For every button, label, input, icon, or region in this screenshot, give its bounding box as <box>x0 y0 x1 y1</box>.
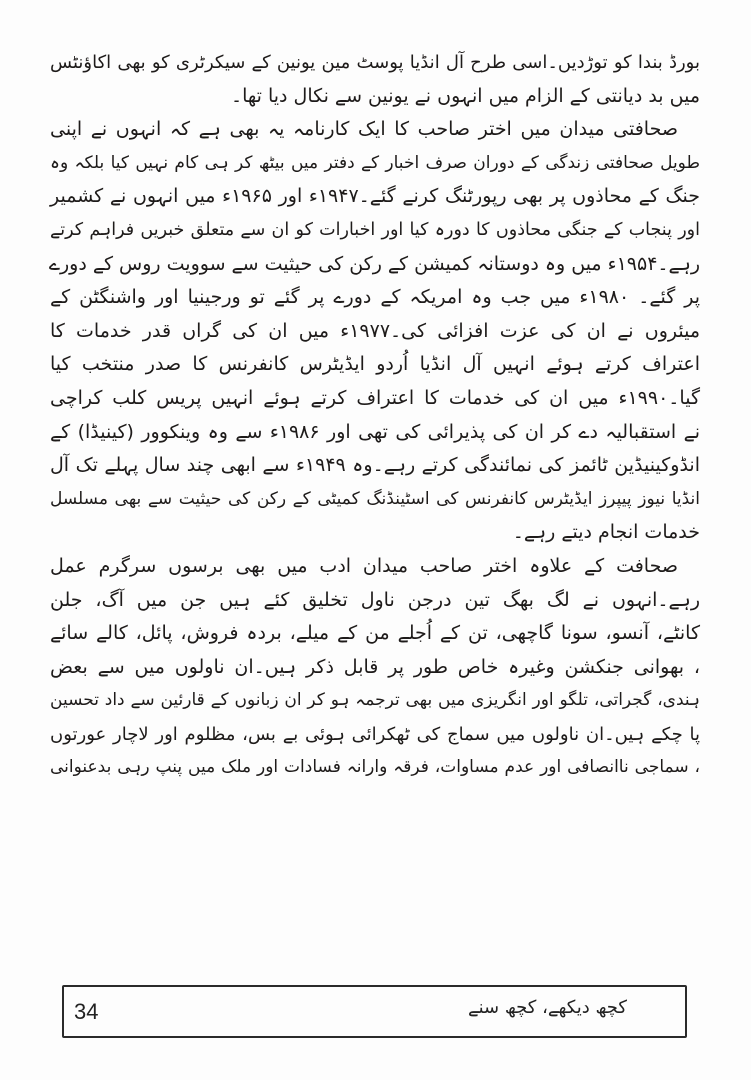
book-title: کچھ دیکھے، کچھ سنے <box>468 997 627 1018</box>
text-line: صحافت کے علاوہ اختر صاحب میدان ادب میں بھی برسوں سرگرم عمل <box>50 554 678 577</box>
text-line: رہے۔انہوں نے لگ بھگ تین درجن ناول تخلیق کئے ہیں جن میں آگ، جلن <box>50 588 700 611</box>
text-line: خدمات انجام دیتے رہے۔ <box>512 521 700 544</box>
text-line: بورڈ بندا کو توڑدیں۔اسی طرح آل انڈیا پوسٹ مین یونین کے سیکرٹری کو بھی اکاؤنٹس <box>50 52 700 73</box>
text-line: ، بھوانی جنکشن وغیرہ خاص طور پر قابل ذکر ہیں۔ان ناولوں میں سے بعض <box>50 655 700 678</box>
text-line: میئروں نے ان کی عزت افزائی کی۔۱۹۷۷ء میں ان کی گراں قدر خدمات کا <box>50 319 700 342</box>
text-line: گیا۔۱۹۹۰ء میں ان کی خدمات کا اعتراف کرتے ہوئے انہیں پریس کلب کراچی <box>50 386 700 409</box>
text-line: جنگ کے محاذوں پر بھی رپورٹنگ کرنے گئے۔۱۹۴۷ء اور ۱۹۶۵ء میں انہوں نے کشمیر <box>50 185 700 208</box>
page-number: 34 <box>74 999 99 1024</box>
text-line: صحافتی میدان میں اختر صاحب کا ایک کارنامہ یہ بھی ہے کہ انہوں نے اپنی <box>50 118 678 141</box>
text-line: اعتراف کرتے ہوئے انہیں آل انڈیا اُردو ایڈیٹرس کانفرنس کا صدر منتخب کیا <box>50 353 700 376</box>
footer-box <box>62 985 687 1038</box>
text-line: ، سماجی ناانصافی اور عدم مساوات، فرقہ وارانہ فسادات اور ملک میں پنپ رہی بدعنوانی <box>50 757 700 778</box>
text-line: پر گئے۔ ۱۹۸۰ء میں جب وہ امریکہ کے دورے پر گئے تو ورجینیا اور واشنگٹن کے <box>50 286 701 309</box>
text-line: میں بد دیانتی کے الزام میں انہوں نے یونین سے نکال دیا تھا۔ <box>230 84 700 107</box>
text-line: کانٹے، آنسو، سونا گاچھی، تن کے اُجلے من کے میلے، بردہ فروش، پائل، کالے سائے <box>50 622 700 645</box>
text-line: انڈوکینیڈین ٹائمز کی نمائندگی کرتے رہے۔وہ ۱۹۴۹ء سے ابھی چند سال پہلے تک آل <box>50 454 700 477</box>
body-text <box>50 46 700 785</box>
text-line: طویل صحافتی زندگی کے دوران صرف اخبار کے دفتر میں بیٹھ کر ہی کام نہیں کیا بلکہ وہ <box>50 152 700 173</box>
text-line: ہندی، گجراتی، تلگو اور انگریزی میں بھی ترجمہ ہو کر ان زبانوں کے قارئین سے داد تحسین <box>50 690 700 711</box>
text-line: پا چکے ہیں۔ان ناولوں میں سماج کی ٹھکرائی ہوئی بے بس، مظلوم اور لاچار عورتوں <box>50 723 700 745</box>
text-line: انڈیا نیوز پیپرز ایڈیٹرس کانفرنس کی اسٹینڈنگ کمیٹی کے رکن کی حیثیت سے بھی مسلسل <box>50 488 700 509</box>
text-line: نے استقبالیہ دے کر ان کی پذیرائی کی تھی اور ۱۹۸۶ء سے وہ وینکوور (کینیڈا) کے <box>50 420 700 443</box>
text-line: اور پنجاب کے جنگی محاذوں کا دورہ کیا اور اخبارات کو ان سے متعلق خبریں فراہم کرتے <box>50 219 700 240</box>
text-line: رہے۔۱۹۵۴ء میں وہ دوستانہ کمیشن کے رکن کی حیثیت سے سوویت روس کے دورے <box>48 252 700 275</box>
